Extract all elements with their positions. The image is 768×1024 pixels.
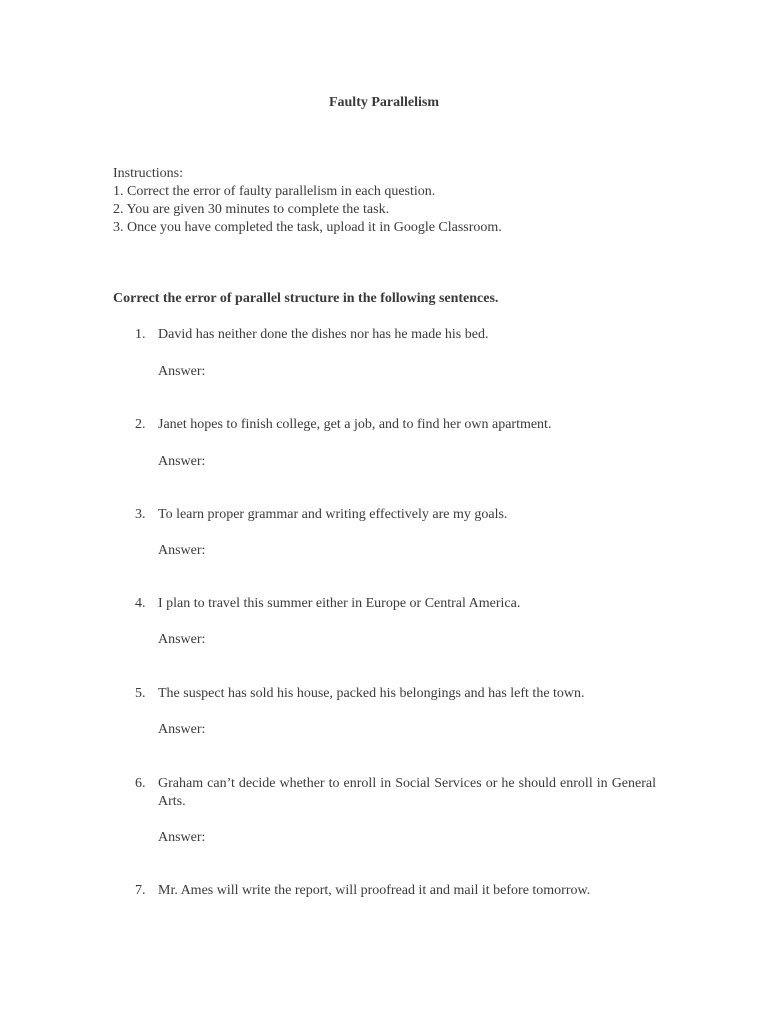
question-number: 3. — [135, 507, 146, 522]
question-text: Graham can’t decide whether to enroll in Social Services or he should enroll in General Arts. — [158, 776, 656, 809]
answer-label: Answer: — [158, 454, 206, 469]
question-text: The suspect has sold his house, packed his belongings and has left the town. — [158, 686, 585, 701]
instruction-item: 2. You are given 30 minutes to complete the task. — [113, 202, 390, 217]
section-heading: Correct the error of parallel structure in the following sentences. — [113, 291, 499, 306]
instructions-block — [113, 165, 673, 237]
question-text: David has neither done the dishes nor has he made his bed. — [158, 327, 489, 342]
answer-label: Answer: — [158, 364, 206, 379]
instruction-item: 1. Correct the error of faulty parallelism in each question. — [113, 184, 436, 199]
question-text: To learn proper grammar and writing effectively are my goals. — [158, 507, 508, 522]
page-title: Faulty Parallelism — [328, 95, 440, 110]
question-text: Janet hopes to finish college, get a job, and to find her own apartment. — [158, 417, 552, 432]
answer-label: Answer: — [158, 722, 206, 737]
answer-label: Answer: — [158, 830, 206, 845]
question-number: 6. — [135, 776, 146, 791]
question-number: 4. — [135, 596, 146, 611]
instructions-heading: Instructions: — [113, 166, 183, 181]
question-number: 2. — [135, 417, 146, 432]
question-number: 7. — [135, 883, 146, 898]
answer-label: Answer: — [158, 543, 206, 558]
answer-label: Answer: — [158, 632, 206, 647]
question-number: 5. — [135, 686, 146, 701]
instruction-item: 3. Once you have completed the task, upload it in Google Classroom. — [113, 220, 502, 235]
question-text: Mr. Ames will write the report, will proofread it and mail it before tomorrow. — [158, 883, 591, 898]
question-number: 1. — [135, 327, 146, 342]
question-text: I plan to travel this summer either in Europe or Central America. — [158, 596, 521, 611]
